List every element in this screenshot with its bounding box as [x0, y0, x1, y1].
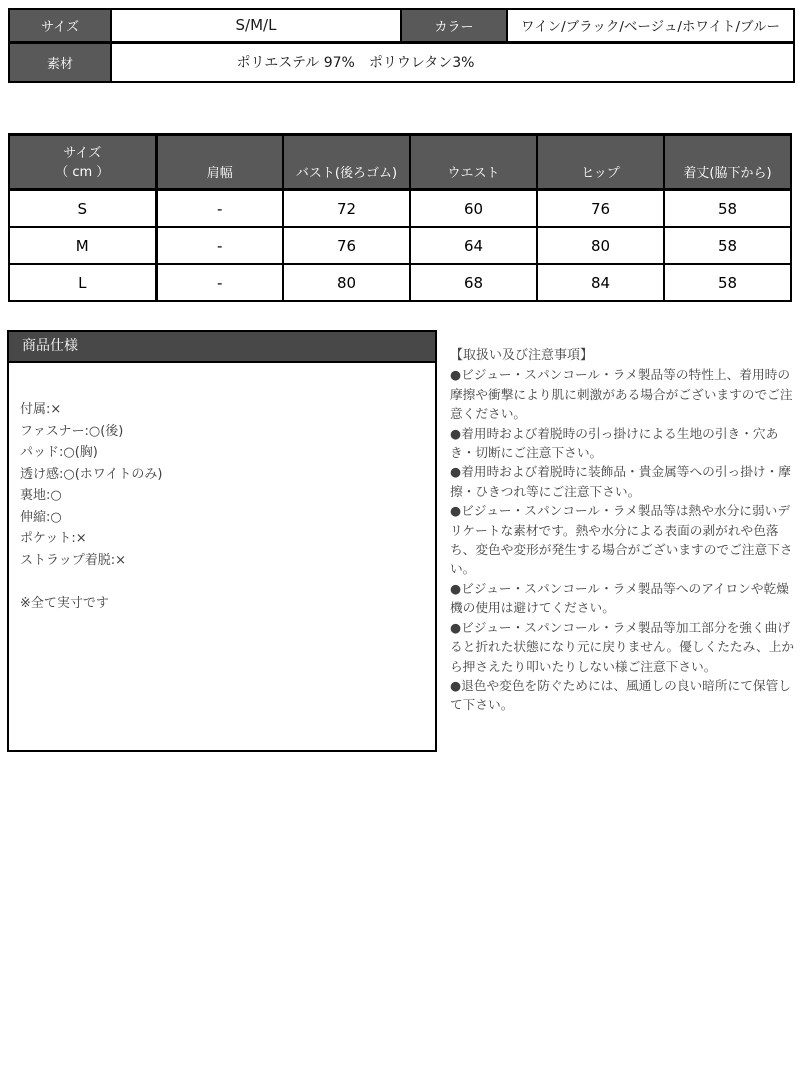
cell-value: 76 [283, 227, 410, 264]
cell-value: 68 [410, 264, 537, 301]
cell-value: 60 [410, 190, 537, 228]
material-label-cell: 素材 [9, 42, 111, 82]
care-note-item: ●ビジュー・スパンコール・ラメ製品等へのアイロンや乾燥機の使用は避けてください。 [450, 580, 789, 616]
size-label-cell: サイズ [9, 9, 111, 42]
corner-header-line1: サイズ [63, 145, 102, 161]
color-label-cell: カラー [401, 9, 507, 42]
care-note-item: ●退色や変色を防ぐためには、風通しの良い暗所にて保管して下さい。 [450, 677, 791, 713]
measurement-table [8, 133, 792, 302]
spec-item-fastener: ファスナー:○(後) [20, 423, 124, 439]
header-waist: ウエスト [410, 135, 537, 190]
spec-item-pocket: ポケット:× [20, 531, 87, 546]
care-notes [450, 346, 798, 715]
corner-header-line2: （ cm ） [55, 164, 110, 180]
header-length: 着丈(脇下から) [664, 135, 791, 190]
spec-item-strap: ストラップ着脱:× [20, 552, 127, 568]
spec-item-accessory: 付属:× [20, 402, 62, 417]
color-value-cell: ワイン/ブラック/ベージュ/ホワイト/ブルー [507, 9, 794, 42]
info-table-row-material [9, 42, 794, 82]
care-note-item: ●着用時および着脱時の引っ掛けによる生地の引き・穴あき・切断にご注意下さい。 [450, 425, 779, 461]
cell-value: - [156, 227, 283, 264]
care-note-item: ●着用時および着脱時に装飾品・貴金属等への引っ掛け・摩擦・ひきつれ等にご注意下さい。 [450, 464, 791, 499]
row-label: L [9, 264, 156, 301]
spec-note-actual-size: ※全て実寸です [20, 596, 109, 611]
cell-value: 84 [537, 264, 664, 301]
row-label: M [9, 227, 156, 264]
table-row-l [9, 264, 791, 301]
header-hip: ヒップ [537, 135, 664, 190]
spec-item-pad: パッド:○(胸) [20, 445, 98, 460]
cell-value: 58 [664, 190, 791, 228]
cell-value: - [156, 264, 283, 301]
cell-value: 80 [283, 264, 410, 301]
spec-item-sheerness: 透け感:○(ホワイトのみ) [20, 466, 163, 482]
cell-value: - [156, 190, 283, 228]
header-bust: バスト(後ろゴム) [283, 135, 410, 190]
row-label: S [9, 190, 156, 228]
cell-value: 64 [410, 227, 537, 264]
product-spec-panel [7, 330, 437, 752]
cell-value: 80 [537, 227, 664, 264]
table-row-m [9, 227, 791, 264]
info-table-row-size-color [9, 9, 794, 42]
spec-item-lining: 裏地:○ [20, 488, 62, 503]
table-row-s [9, 190, 791, 228]
corner-header-cell [9, 135, 156, 190]
material-value-cell: ポリエステル 97% ポリウレタン3% [111, 42, 794, 82]
header-shoulder: 肩幅 [156, 135, 283, 190]
product-spec-panel-title: 商品仕様 [7, 330, 437, 363]
product-spec-panel-body [7, 363, 437, 752]
size-value-cell: S/M/L [111, 9, 401, 42]
cell-value: 72 [283, 190, 410, 228]
info-table [8, 8, 795, 83]
spec-item-stretch: 伸縮:○ [20, 509, 62, 525]
cell-value: 58 [664, 264, 791, 301]
care-notes-title: 【取扱い及び注意事項】 [450, 348, 594, 363]
care-note-item: ●ビジュー・スパンコール・ラメ製品等は熱や水分に弱いデリケートな素材です。熱や水分による表面の剥がれや色落ち、変色や変形が発生する場合がございますのでご注意下さい。 [450, 503, 793, 577]
measurement-header-row [9, 135, 791, 190]
cell-value: 58 [664, 227, 791, 264]
care-note-item: ●ビジュー・スパンコール・ラメ製品等の特性上、着用時の摩擦や衝撃により肌に刺激がある場合がございますのでご注意ください。 [450, 367, 793, 422]
cell-value: 76 [537, 190, 664, 228]
care-note-item: ●ビジュー・スパンコール・ラメ製品等加工部分を強く曲げると折れた状態になり元に戻りません。優しくたたみ、上から押さえたり叩いたりしない様ご注意下さい。 [450, 619, 795, 674]
